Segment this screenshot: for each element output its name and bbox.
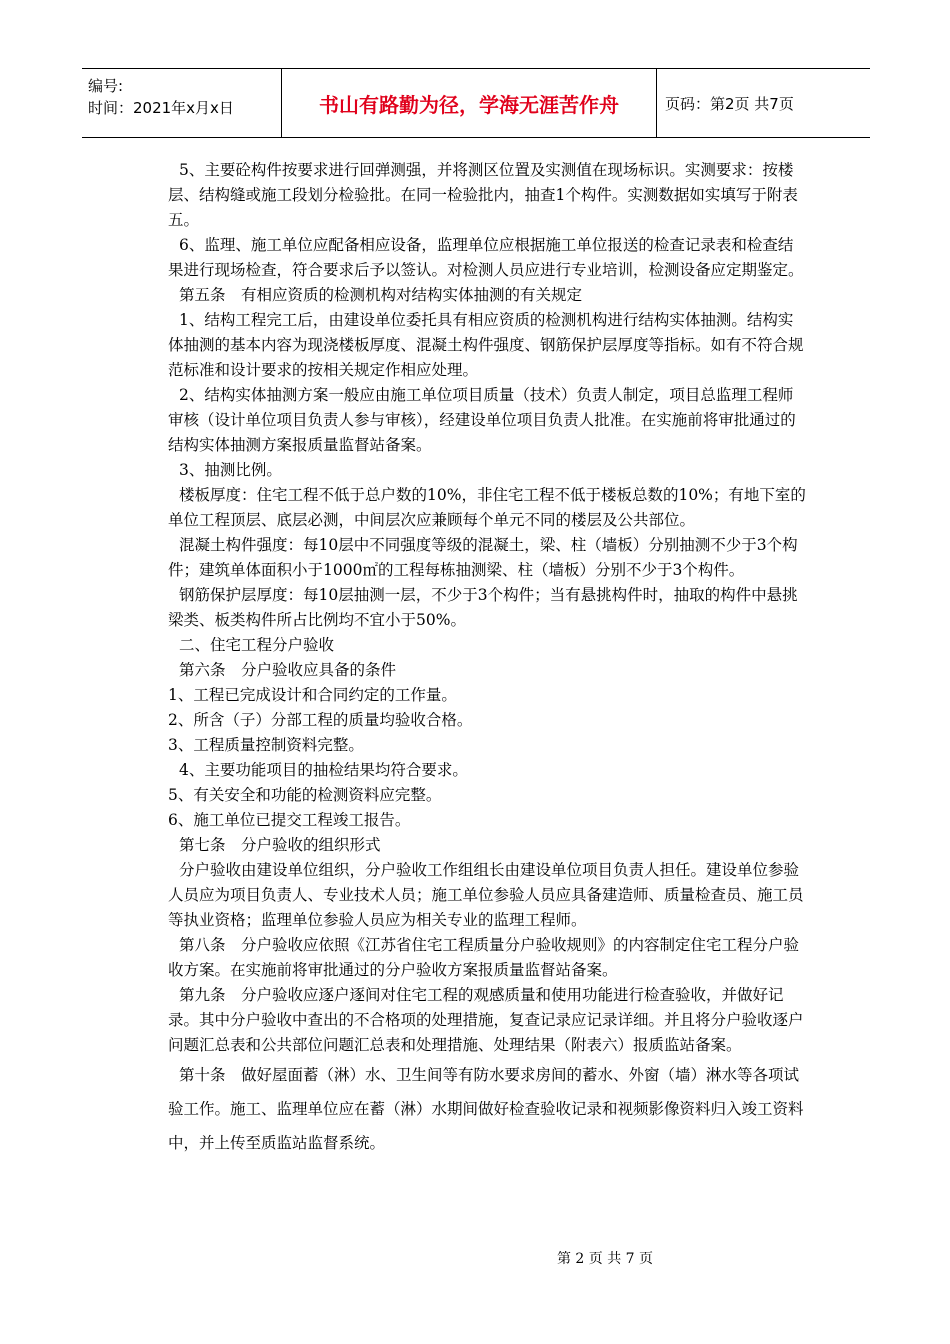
doc-number-label: 编号:	[88, 77, 124, 95]
paragraph: 分户验收由建设单位组织，分户验收工作组组长由建设单位项目负责人担任。建设单位参验人员应为项目负责人、专业技术人员；施工单位参验人员应具备建造师、质量检查员、施工员等执业资格；监理单位参验人员应为相关专业的监理工程师。	[168, 861, 804, 929]
paragraph: 6、监理、施工单位应配备相应设备，监理单位应根据施工单位报送的检查记录表和检查结果进行现场检查，符合要求后予以签认。对检测人员应进行专业培训，检测设备应定期鉴定。	[168, 236, 804, 279]
list-item: 3、工程质量控制资料完整。	[168, 736, 364, 754]
doc-date-label: 时间：2021年x月x日	[88, 99, 234, 117]
section-heading: 二、住宅工程分户验收	[179, 636, 335, 654]
paragraph: 楼板厚度：住宅工程不低于总户数的10%，非住宅工程不低于楼板总数的10%；有地下室的单位工程顶层、底层必测，中间层次应兼顾每个单元不同的楼层及公共部位。	[168, 486, 806, 529]
paragraph: 第十条 做好屋面蓄（淋）水、卫生间等有防水要求房间的蓄水、外窗（墙）淋水等各项试验工作。施工、监理单位应在蓄（淋）水期间做好检查验收记录和视频影像资料归入竣工资料中，并上传至质监站监督系统。	[168, 1066, 804, 1152]
header-motto: 书山有路勤为径，学海无涯苦作舟	[282, 69, 657, 137]
article-heading: 第七条 分户验收的组织形式	[179, 836, 381, 854]
paragraph: 2、结构实体抽测方案一般应由施工单位项目质量（技术）负责人制定，项目总监理工程师审核（设计单位项目负责人参与审核），经建设单位项目负责人批准。在实施前将审批通过的结构实体抽测方案报质量监督站备案。	[168, 386, 796, 454]
paragraph: 第八条 分户验收应依照《江苏省住宅工程质量分户验收规则》的内容制定住宅工程分户验收方案。在实施前将审批通过的分户验收方案报质量监督站备案。	[168, 936, 800, 979]
document-body	[168, 158, 808, 1160]
list-item: 2、所含（子）分部工程的质量均验收合格。	[168, 711, 473, 729]
article-heading: 第五条 有相应资质的检测机构对结构实体抽测的有关规定	[179, 286, 583, 304]
paragraph: 第九条 分户验收应逐户逐间对住宅工程的观感质量和使用功能进行检查验收，并做好记录。其中分户验收中查出的不合格项的处理措施，复查记录应记录详细。并且将分户验收逐户问题汇总表和公共部位问题汇总表和处理措施、处理结果（附表六）报质监站备案。	[168, 986, 804, 1054]
page-header	[82, 68, 870, 138]
paragraph: 1、结构工程完工后，由建设单位委托具有相应资质的检测机构进行结构实体抽测。结构实体抽测的基本内容为现浇楼板厚度、混凝土构件强度、钢筋保护层厚度等指标。如有不符合规范标准和设计要求的按相关规定作相应处理。	[168, 311, 804, 379]
list-item: 4、主要功能项目的抽检结果均符合要求。	[179, 761, 468, 779]
page-footer: 第 2 页 共 7 页	[556, 1251, 654, 1267]
header-page-number: 页码：第2页 共7页	[665, 94, 794, 113]
paragraph: 5、主要砼构件按要求进行回弹测强，并将测区位置及实测值在现场标识。实测要求：按楼层、结构缝或施工段划分检验批。在同一检验批内，抽查1个构件。实测数据如实填写于附表五。	[168, 161, 798, 229]
paragraph: 混凝土构件强度：每10层中不同强度等级的混凝土，梁、柱（墙板）分别抽测不少于3个构件；建筑单体面积小于1000㎡的工程每栋抽测梁、柱（墙板）分别不少于3个构件。	[168, 536, 798, 579]
article-heading: 第六条 分户验收应具备的条件	[179, 661, 397, 679]
paragraph: 3、抽测比例。	[179, 461, 282, 479]
header-meta	[82, 69, 282, 137]
list-item: 5、有关安全和功能的检测资料应完整。	[168, 786, 442, 804]
list-item: 6、施工单位已提交工程竣工报告。	[168, 811, 411, 829]
paragraph: 钢筋保护层厚度：每10层抽测一层，不少于3个构件；当有悬挑构件时，抽取的构件中悬挑梁类、板类构件所占比例均不宜小于50%。	[168, 586, 798, 629]
list-item: 1、工程已完成设计和合同约定的工作量。	[168, 686, 457, 704]
